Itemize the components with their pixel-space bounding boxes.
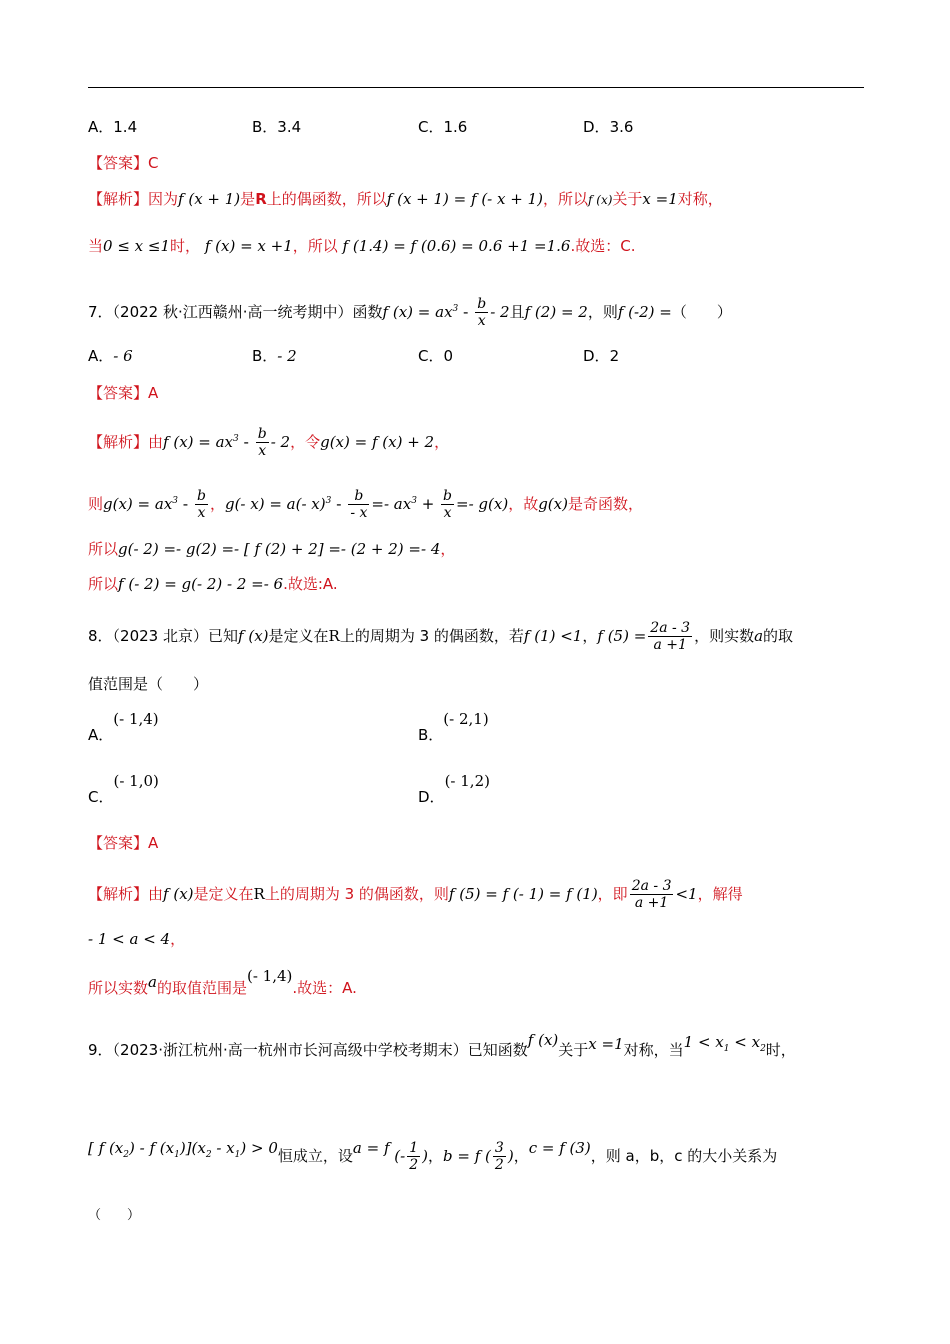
q6-answer: 【答案】C — [88, 154, 159, 172]
q7-fraction: $\frac{b}{x}$ — [477, 296, 487, 329]
q7-analysis-line2: 则$g(x) = ax^3$ - $\frac{b}{x}$ ，g(- x) = a(- x)$^3$ - $\frac{b}{- x}$ =- $ax^3$ + $\frac{b}{x}$ =- g(x)，故g(x)是奇函数， — [88, 488, 643, 521]
q7-frac-b-x-2: $\frac{b}{x}$ — [443, 488, 453, 521]
q8-analysis-line3: 所以实数a的取值范围是(- 1,4).故选：A. — [88, 967, 357, 997]
q7-stem: 7．（2022 秋·江西赣州·高一统考期中）函数f $(x) = ax^3$ - $\frac{b}{x}$ - 2且f (2) = 2，则f (-2) =（ ） — [88, 296, 732, 329]
q7-option-c: C．0 — [418, 347, 454, 365]
q6-option-a: A．1.4 — [88, 118, 138, 136]
q8-fraction: $\frac{2a - 3}{a +1}$ — [650, 620, 691, 653]
q8-stem-line2: 值范围是（ ） — [88, 675, 209, 693]
q7-analysis-fraction: $\frac{b}{x}$ — [257, 426, 267, 459]
q8-option-c: C．(- 1,0) — [88, 772, 159, 806]
q7-analysis-line3: 所以g(- 2) =- g(2) =- [ f (2) + 2] =- (2 + 2) =- 4， — [88, 540, 456, 558]
q7-option-b: B．- 2 — [252, 347, 297, 365]
q9-frac-a: $\frac{1}{2}$ — [409, 1140, 419, 1173]
q6-option-b: B．3.4 — [252, 118, 302, 136]
q8-answer: 【答案】A — [88, 834, 159, 852]
q7-analysis-line4: 所以f (- 2) = g(- 2) - 2 =- 6.故选:A. — [88, 575, 338, 593]
q7-option-a: A．- 6 — [88, 347, 133, 365]
q9-stem-line1: 9．（2023·浙江杭州·高一杭州市长河高级中学校考期末）已知函数f (x)关于x =1对称，当$1 < x_1 < x_2$时， — [88, 1031, 796, 1059]
q8-analysis-line1: 【解析】由f (x)是定义在R上的周期为 3 的偶函数，则f (5) = f (- 1) = f (1)，即 $\frac{2a - 3}{a +1}$ <1，解得 — [88, 878, 743, 911]
q7-option-d: D．2 — [583, 347, 620, 365]
q9-frac-b: $\frac{3}{2}$ — [494, 1140, 504, 1173]
q9-brackets: （ ） — [88, 1208, 141, 1223]
q6-analysis-line2: 当0 ≤ x ≤1时， f (x) = x +1，所以 f (1.4) = f (0.6) = 0.6 +1 =1.6.故选：C. — [88, 237, 636, 255]
q8-option-a: A．(- 1,4) — [88, 710, 159, 744]
q8-option-b: B．(- 2,1) — [418, 710, 489, 744]
q9-stem-line2: [ f $(x_2)$ - f $(x_1)](x_2 - x_1) > 0$恒成立，设a = f (- $\frac{1}{2}$ )，b = f ( $\frac{3}{2}$ )，c = f (3)，则 a，b，c 的大小关系为 — [88, 1139, 778, 1173]
q6-option-c: C．1.6 — [418, 118, 468, 136]
top-rule — [88, 87, 864, 88]
q6-option-d: D．3.6 — [583, 118, 634, 136]
q8-analysis-fraction: $\frac{2a - 3}{a +1}$ — [631, 878, 672, 911]
q7-frac-b-minus-x: $\frac{b}{- x}$ — [350, 488, 368, 521]
q7-answer: 【答案】A — [88, 384, 159, 402]
q7-analysis-line1: 【解析】由f $(x) = ax^3$ - $\frac{b}{x}$ - 2，令g(x) = f (x) + 2， — [88, 426, 450, 459]
q8-stem-line1: 8．（2023 北京）已知f (x)是定义在R上的周期为 3 的偶函数，若f (1) <1，f (5) = $\frac{2a - 3}{a +1}$ ，则实数a的取 — [88, 620, 794, 653]
q8-analysis-line2: - 1 < a < 4， — [88, 930, 186, 948]
q7-frac-b-x: $\frac{b}{x}$ — [196, 488, 206, 521]
q8-option-d: D．(- 1,2) — [418, 772, 490, 806]
q6-analysis-line1: 【解析】因为f (x + 1)是R上的偶函数，所以f (x + 1) = f (- x + 1)，所以f (x)关于x =1对称， — [88, 190, 723, 208]
